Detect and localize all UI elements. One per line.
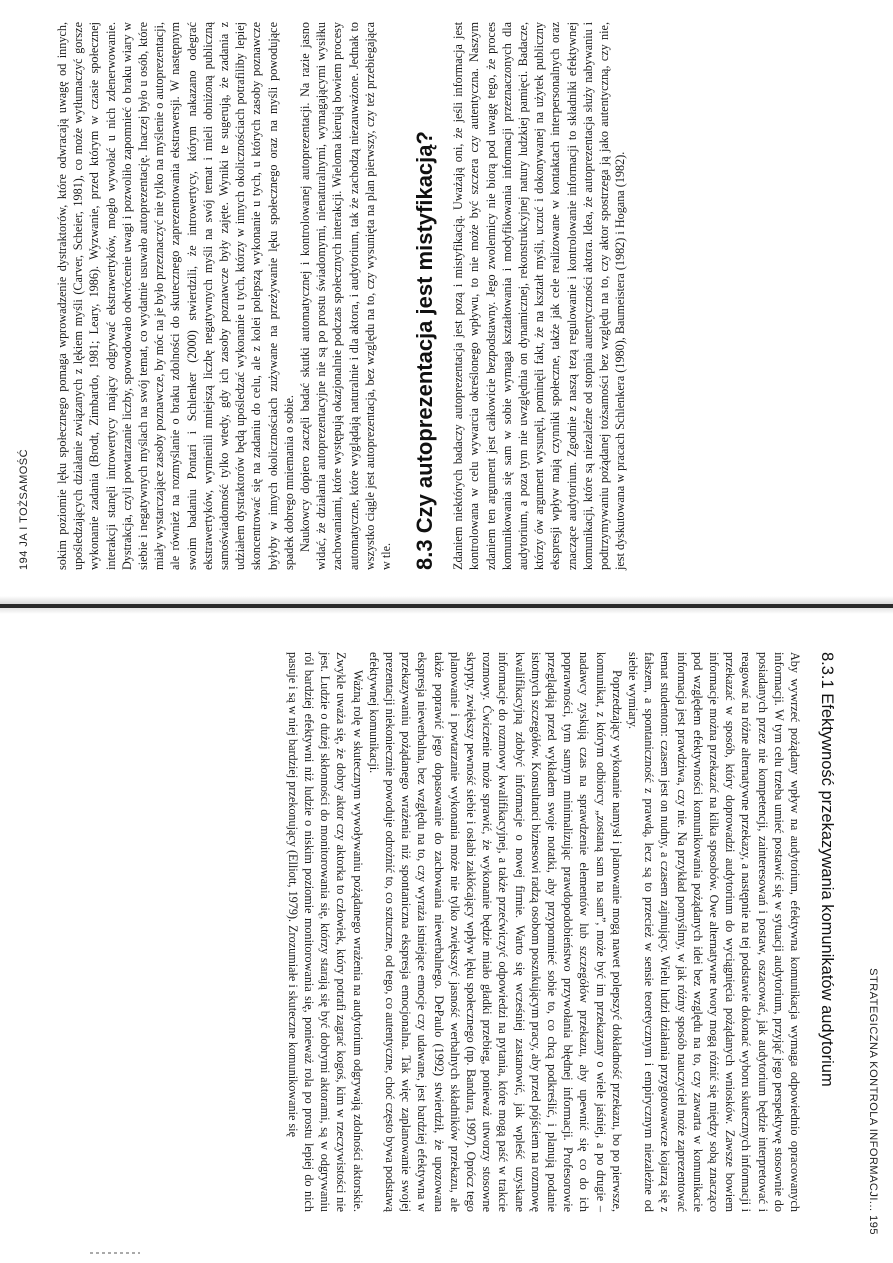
scan-artifact — [90, 1252, 140, 1254]
running-head-right: STRATEGICZNA KONTROLA INFORMACJI... 195 — [867, 968, 879, 1235]
right-page — [0, 612, 893, 1263]
body-paragraph: Poprzedzający wykonanie namysł i planowanie mogą nawet polepszyć dokładność przekazu, bo po pierwsze, komunikat, z którym odbiorcy „zostaną sam na sam”, może być im przekazany o wiele jaśniej, a po drugie – nadawcy zyskują czas na sprawdzenie elementów lub szczegółów przekazu, aby upewnić się co do ich poprawności, tym samym minimalizując prawdopodobieństwo przywołania błędnej informacji. Profesorowie przeglądają przed wykładem swoje notatki, aby przypomnieć sobie to, co chcą podkreślić, i planują podanie istotnych szczegółów. Konsultanci biznesowi radzą osobom poszukującym pracy, aby przed pójściem na rozmowę kwalifikacyjną zdobyć informacje o nowej firmie. Warto się wcześniej zastanowić, jak wpleść uzyskane informacje do rozmowy kwalifikacyjnej, a także przećwiczyć odpowiedzi na pytania, które mogą paść w trakcie rozmowy. Ćwiczenie może sprawić, że wykonanie będzie miało gładki przebieg, ponieważ utworzy stosowne skrypty, zwiększy pewność siebie i osłabi zakłócający wpływ lęku społecznego (np. Bandura, 1997). Oprócz tego planowanie i powtarzanie wykonania może nie tylko zwiększyć jasność werbalnych składników przekazu, ale także poprawić jego dopasowanie do zachowania niewerbalnego. DePaulo (1992) stwierdził, że upozowana ekspresja niewerbalna, bez względu na to, czy wyraża istniejące emocje czy udawane, jest bardziej efektywna w przekazywaniu pożądanego wrażenia niż spontaniczna ekspresja emocjonalna. Tak więc zaplanowanie swojej prezentacji niekoniecznie powoduje odrożnić to, co sztuczne, od tego, co autentyczne, choć często bywa podstawą efektywnej komunikacji. — [366, 652, 624, 1212]
subsection-heading: 8.3.1 Efektywność przekazywania komunikatów audytorium — [818, 652, 836, 1087]
left-page-body — [54, 22, 629, 570]
section-heading: 8.3 Czy autoprezentacja jest mistyfikacją? — [412, 131, 438, 570]
body-paragraph: sokim poziomie lęku społecznego pomaga wprowadzenie dystraktorów, które odwracają uwagę od innych, upośledzających działanie związanych z lękiem myśli (Carver, Scheier, 1981), co może wytłumaczyć gorsze wykonanie zadania (Brodt, Zimbardo, 1981; Leary, 1986). Wyzwanie, przed którym w czasie społecznej interakcji stanęli introwertycy mający odgrywać ekstrawertyków, mogło wywołać u nich zdenerwowanie. Dystrakcja, czyli powtarzanie liczby, spowodowało odwrócenie uwagi i pozwoliło zapomnieć o braku wiary w siebie i negatywnych myślach na swój temat, co wydatnie usuwało autoprezentację. Inaczej było u osób, które miały wystarczające zasoby poznawcze, by móc na je było przeznaczyć nie tylko na myślenie o autoprezentacji, ale również na rozmyślanie o braku zdolności do skutecznego zaprezentowania ekstrawersji. W następnym swoim badaniu Pontari i Schlenker (2000) stwierdzili, że introwertycy, którym nakazano odegrać ekstrawertyków, wymienili mniejszą liczbę negatywnych myśli na swój temat i mieli obniżoną publiczną samoświadomość tylko wtedy, gdy ich zasoby poznawcze były zajęte. Wyniki te sugerują, że zadania z udziałem dystraktorów będą upośledzać wykonanie u tych, którzy w innych okolicznościach potrafiliby lepiej skoncentrować się na zadaniu do celu, ale z kolei polepszą wykonanie u tych, u których zasoby poznawcze byłyby w innych okolicznościach zużywane na przeżywanie lęku społecznego oraz na myśli powodujące spadek dobrego mniemania o sobie. — [55, 22, 296, 570]
right-page-content — [0, 612, 893, 1263]
left-page-content — [0, 0, 893, 598]
body-paragraph: Aby wywrzeć pożądany wpływ na audytorium, efektywna komunikacja wymaga odpowiednio opracowanych informacji. W tym celu trzeba umieć postawić się w sytuacji audytorium, przyjąć jego perspektywę stosownie do posiadanych przez nie kompetencji, zainteresowań i postaw, oszacować, jak audytorium będzie interpretować i reagować na różne alternatywne przekazy, a następnie na tej podstawie dokonać wyboru skutecznych informacji i przekazać w sposób, który doprowadzi audytorium do wyciągnięcia pożądanych wniosków. Zawsze bowiem informacje można przekazać na kilka sposobów. Owe alternatywne twory mogą różnić się między sobą znacząco pod względem efektywności komunikowania pożądanych idei bez względu na to, czy zawarta w komunikacie informacja jest prawdziwa, czy nie. Na przykład pomyślmy, w jak różny sposób nauczyciel może zaprezentować temat studentom: czasem jest on nudny, a czasem zajmujący. Wielu ludzi działania przygotowawcze kojarzą się z fałszem, a spontaniczność z prawdą, lecz są to przecież w sensie teoretycznym i empirycznym niezależne od siebie wymiary. — [625, 652, 802, 1212]
body-paragraph: Ważną rolę w skutecznym wywoływaniu pożądanego wrażenia na audytorium odgrywają zdolności aktorskie. Zwykle uważa się, że dobry aktor czy aktorka to człowiek, który potrafi zagrać kogoś, kim w rzeczywistości nie jest. Ludzie o dużej skłonności do monitorowania się, którzy starają się być dobrymi aktorami, są w odgrywaniu ról bardziej efektywni niż ludzie o niskim poziomie monitorowania się, ponieważ rola po prostu lepiej do nich pasuje i są w niej bardziej przekonujący (Elliott, 1979). Zrozumiałe i skuteczne komunikowanie się — [285, 652, 365, 1212]
right-page-body — [285, 652, 840, 1212]
book-gutter — [0, 604, 893, 608]
left-page — [0, 0, 893, 598]
body-paragraph: Naukowcy dopiero zaczęli badać skutki automatycznej i kontrolowanej autoprezentacji. Na razie jasno widać, że działania autoprezentacyjne nie są po prostu świadomymi, nienaturalnymi, wymagającymi wysiłku zachowaniami, które występują okazjonalnie podczas społecznych interakcji. Wieloma kierują bowiem procesy automatyczne, które wyglądają naturalnie i dla aktora, i audytorium, tak że zachodzą niezauważone. Jednak to wszystko ciągle jest autoprezentacja, bez względu na to, czy wysunięta na plan pierwszy, czy też przebiegająca w tle. — [298, 22, 394, 570]
running-head-left: 194 JA I TOŻSAMOŚĆ — [18, 448, 30, 570]
body-paragraph: Zdaniem niektórych badaczy autoprezentacja jest pozą i mistyfikacją. Uważają oni, że jeśli informacja jest kontrolowana w celu wywarcia określonego wpływu, to nie może być szczera czy autentyczna. Naszym zdaniem ten argument jest całkowicie bezpodstawny. Jego zwolennicy nie biorą pod uwagę tego, że proces komunikowania się sam w sobie wymaga kształtowania i modyfikowania informacji przeznaczonych dla audytorium, a poza tym nie uwzględnia on dynamicznej, rekonstrukcyjnej natury ludzkiej pamięci. Badacze, którzy ów argument wysunęli, pominęli fakt, że na kształt myśli, uczuć i dokonywanej na użytek publiczny ekspresji wpływ mają czynniki społeczne, także jak cele realizowane w kontaktach interpersonalnych oraz znaczące audytorium. Zgodnie z naszą tezą regulowanie i kontrolowanie informacji to składniki efektywnej komunikacji, które są niezależne od stopnia autentyczności aktora. Idea, że autoprezentacja służy nabywaniu i podtrzymywaniu pożądanej tożsamości bez względu na to, czy aktor spostrzega ją jako autentyczną, czy nie, jest dyskutowana w pracach Schlenkera (1980), Baumeistera (1982) i Hogana (1982). — [451, 22, 628, 570]
